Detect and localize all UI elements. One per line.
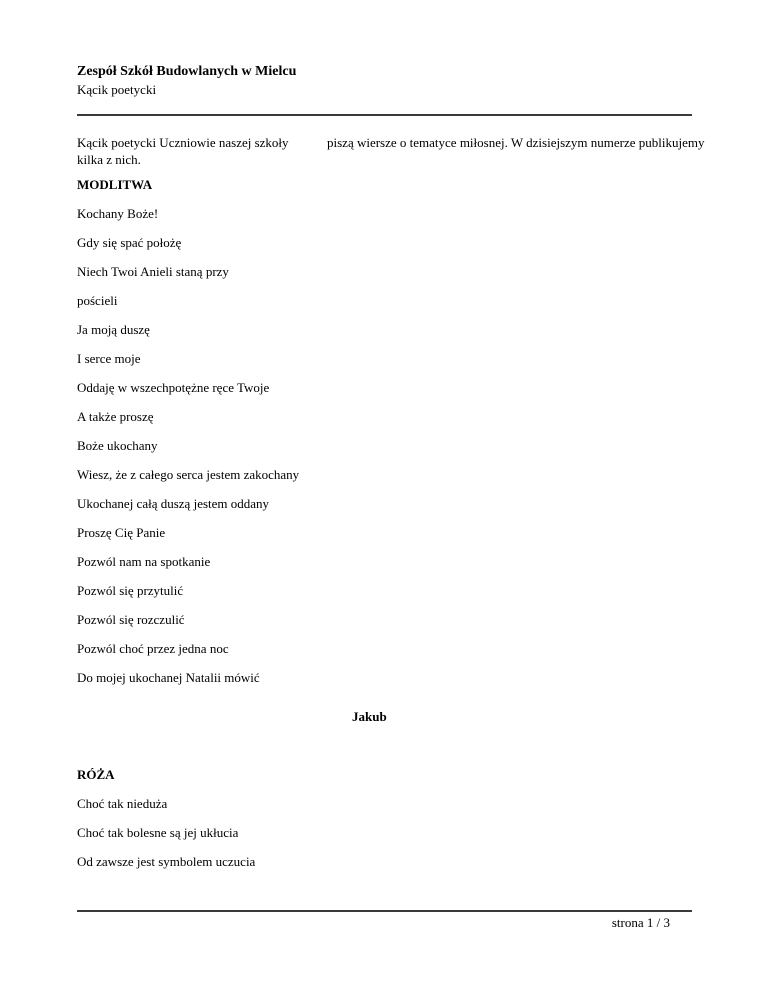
- top-divider: [77, 114, 692, 116]
- bottom-divider: [77, 910, 692, 912]
- poem-line: Choć tak nieduża: [77, 796, 168, 811]
- poem-line: Od zawsze jest symbolem uczucia: [77, 854, 256, 869]
- poem-line: Niech Twoi Anieli staną przy: [77, 264, 229, 279]
- school-name-heading: Zespół Szkół Budowlanych w Mielcu: [77, 64, 297, 79]
- poem-line: Kochany Boże!: [77, 206, 159, 221]
- poem-line: Pozwól nam na spotkanie: [77, 554, 211, 569]
- poem-line: A także proszę: [77, 409, 154, 424]
- poem-author: Jakub: [352, 709, 387, 724]
- poem-title-roza: RÓŻA: [77, 767, 115, 782]
- poem-line: Oddaję w wszechpotężne ręce Twoje: [77, 380, 270, 395]
- poem-line: Wiesz, że z całego serca jestem zakochany: [77, 467, 300, 482]
- poem-line: Do mojej ukochanej Natalii mówić: [77, 670, 260, 685]
- page-number: strona 1 / 3: [611, 915, 670, 930]
- poem-line: Pozwól się przytulić: [77, 583, 184, 598]
- poem-line: pościeli: [77, 293, 118, 308]
- poem-line: Gdy się spać położę: [77, 235, 182, 250]
- intro-text-right: piszą wiersze o tematyce miłosnej. W dzisiejszym numerze publikujemy: [327, 135, 705, 150]
- poem-title-modlitwa: MODLITWA: [77, 177, 153, 192]
- poem-line: Proszę Cię Panie: [77, 525, 166, 540]
- poem-line: Ja moją duszę: [77, 322, 150, 337]
- poem-line: Pozwól choć przez jedna noc: [77, 641, 229, 656]
- poem-line: Boże ukochany: [77, 438, 158, 453]
- poem-line: I serce moje: [77, 351, 141, 366]
- poem-line: Ukochanej całą duszą jestem oddany: [77, 496, 270, 511]
- section-subtitle: Kącik poetycki: [77, 82, 157, 97]
- poem-line: Choć tak bolesne są jej ukłucia: [77, 825, 239, 840]
- intro-text-left: Kącik poetycki Uczniowie naszej szkoły kilka z nich.: [77, 135, 289, 167]
- poem-line: Pozwól się rozczulić: [77, 612, 185, 627]
